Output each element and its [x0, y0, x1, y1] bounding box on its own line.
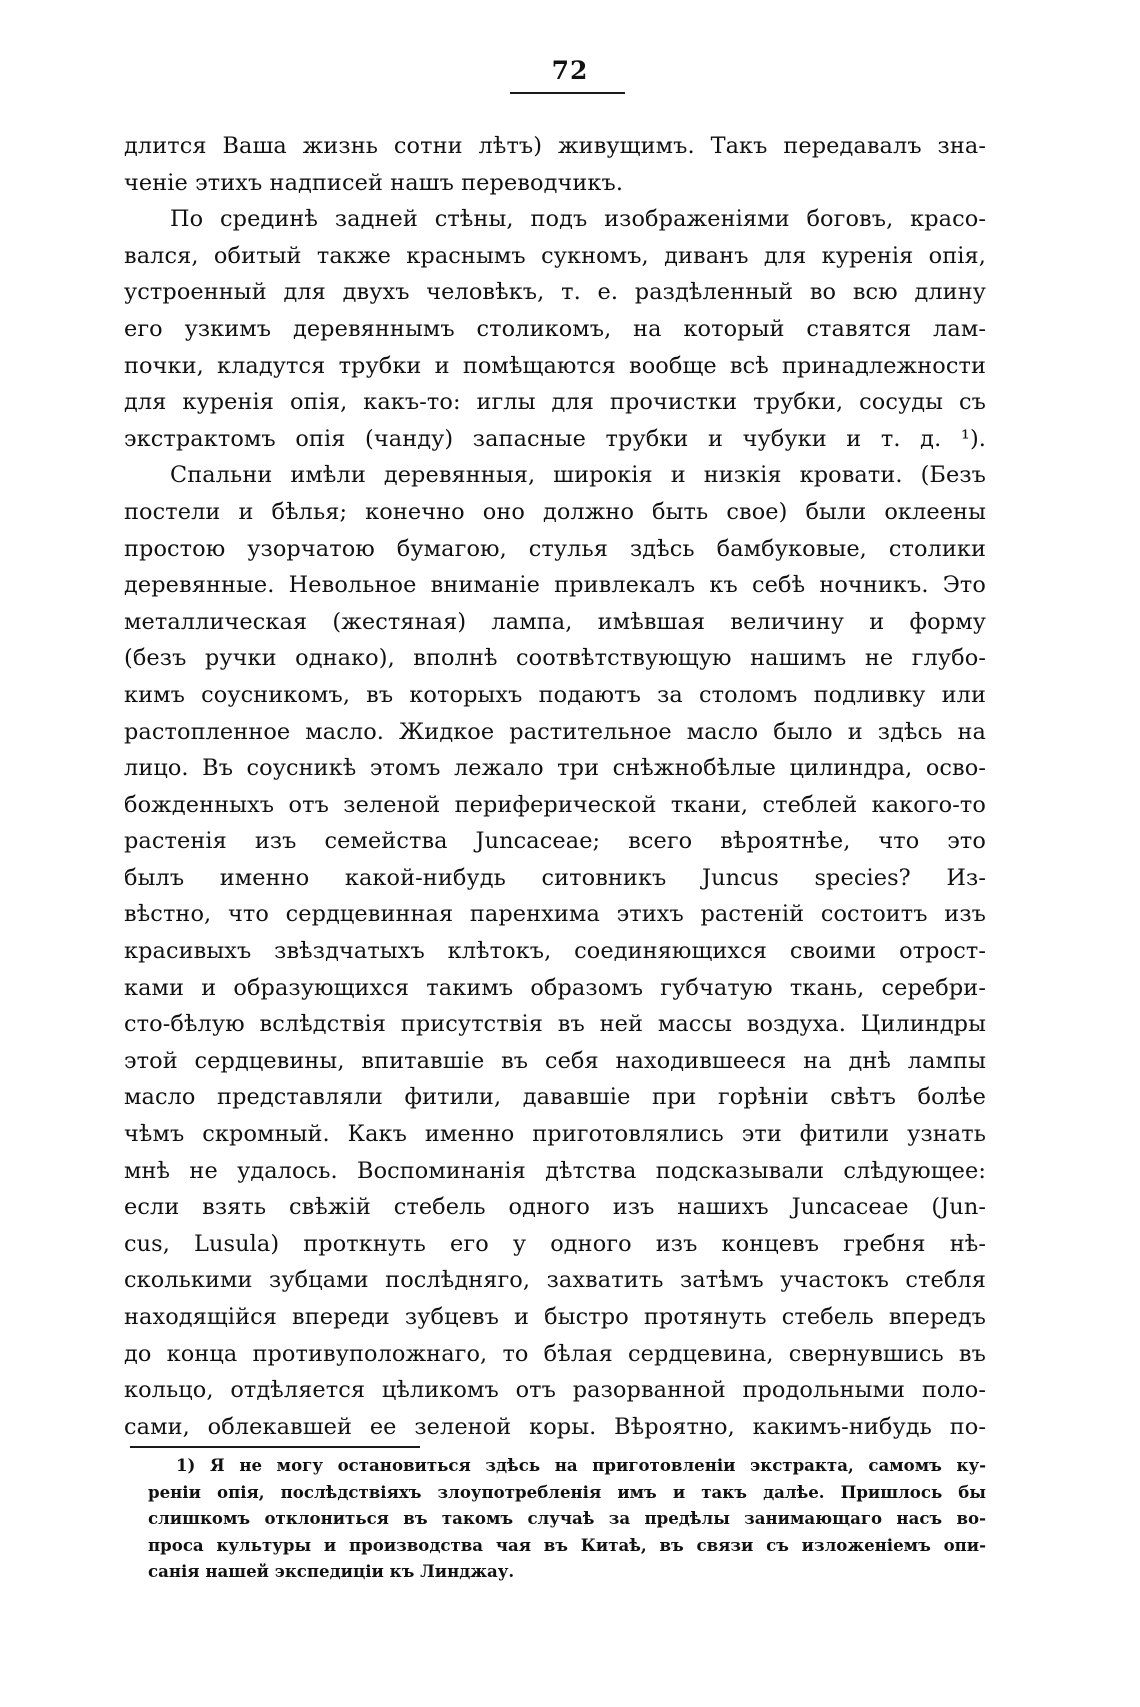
text-line-4: вался, обитый также краснымъ сукномъ, диванъ для куренія опія, [124, 242, 986, 269]
text-line-13: деревянные. Невольное вниманіе привлекалъ къ себѣ ночникъ. Это [124, 572, 986, 599]
text-line-22: вѣстно, что сердцевинная паренхима этихъ растеній состоитъ изъ [124, 901, 986, 928]
text-line-20: растенія изъ семейства Juncaceae; всего вѣроятнѣе, что это [124, 828, 986, 855]
text-line-34: до конца противуположнаго, то бѣлая сердцевина, свернувшись въ [124, 1340, 986, 1367]
text-line-33: находящійся впереди зубцевъ и быстро протянуть стебель впередъ [124, 1304, 986, 1330]
text-line-31: cus, Lusula) проткнуть его у одного изъ концевъ гребня нѣ- [124, 1230, 986, 1257]
body-text [124, 128, 986, 1445]
text-line-17: растопленное масло. Жидкое растительное масло было и здѣсь на [124, 718, 986, 745]
text-line-36: сами, облекавшей ее зеленой коры. Вѣроятно, какимъ-нибудь по- [124, 1413, 986, 1440]
text-line-23: красивыхъ звѣздчатыхъ клѣтокъ, соединяющихся своими отрост- [124, 938, 986, 965]
text-line-1: длится Ваша жизнь сотни лѣтъ) живущимъ. Такъ передавалъ зна- [124, 133, 986, 159]
text-line-24: ками и образующихся такимъ образомъ губчатую ткань, серебри- [124, 974, 986, 1001]
text-line-9: экстрактомъ опія (чанду) запасные трубки и чубуки и т. д. ¹). [124, 425, 986, 452]
text-line-19: божденныхъ отъ зеленой периферической ткани, стеблей какого-то [124, 791, 986, 818]
text-line-3: По срединѣ задней стѣны, подъ изображеніями боговъ, красо- [170, 206, 986, 233]
text-line-32: сколькими зубцами послѣдняго, захватить затѣмъ участокъ стебля [124, 1267, 986, 1294]
footnote-line-1: 1) Я не могу остановиться здѣсь на приготовленіи экстракта, самомъ ку- [176, 1455, 986, 1475]
text-line-7: почки, кладутся трубки и помѣщаются вообще всѣ принадлежности [124, 352, 986, 379]
text-line-26: этой сердцевины, впитавшіе въ себя находившееся на днѣ лампы [124, 1047, 986, 1074]
text-line-12: простою узорчатою бумагою, стулья здѣсь бамбуковые, столики [124, 535, 986, 562]
text-line-6: его узкимъ деревяннымъ столикомъ, на который ставятся лам- [124, 315, 986, 342]
text-line-15: (безъ ручки однако), вполнѣ соотвѣтствующую нашимъ не глубо- [124, 645, 986, 672]
text-line-16: кимъ соусникомъ, въ которыхъ подаютъ за столомъ подливку или [124, 681, 986, 708]
text-line-5: устроенный для двухъ человѣкъ, т. е. раздѣленный во всю длину [124, 279, 986, 306]
text-line-30: если взять свѣжій стебель одного изъ нашихъ Juncaceae (Jun- [124, 1194, 986, 1221]
footnote-line-5: санія нашей экспедиціи къ Линджау. [148, 1561, 515, 1581]
page-number: 72 [551, 56, 589, 85]
footnote-line-4: проса культуры и производства чая въ Китаѣ, въ связи съ изложеніемъ опи- [148, 1534, 986, 1555]
text-line-2: ченіе этихъ надписей нашъ переводчикъ. [124, 169, 624, 196]
text-line-18: лицо. Въ соусникѣ этомъ лежало три снѣжнобѣлые цилиндра, осво- [124, 755, 986, 782]
footnote-line-3: слишкомъ отклониться въ такомъ случаѣ за предѣлы занимающаго насъ во- [148, 1508, 986, 1528]
text-line-27: масло представляли фитили, дававшіе при горѣніи свѣтъ болѣе [124, 1084, 986, 1111]
footnote [148, 1452, 986, 1585]
page-number-rule [510, 92, 625, 94]
text-line-10: Спальни имѣли деревянныя, широкія и низкія кровати. (Безъ [170, 462, 986, 489]
footnote-rule [130, 1446, 420, 1448]
text-line-25: сто-бѣлую вслѣдствія присутствія въ ней массы воздуха. Цилиндры [124, 1011, 986, 1038]
text-line-35: кольцо, отдѣляется цѣликомъ отъ разорванной продольными поло- [124, 1377, 986, 1404]
text-line-21: былъ именно какой-нибудь ситовникъ Juncus species? Из- [124, 864, 986, 891]
text-line-28: чѣмъ скромный. Какъ именно приготовлялись эти фитили узнать [124, 1121, 986, 1148]
text-line-29: мнѣ не удалось. Воспоминанія дѣтства подсказывали слѣдующее: [124, 1157, 986, 1184]
text-line-14: металлическая (жестяная) лампа, имѣвшая величину и форму [124, 608, 986, 635]
text-line-11: постели и бѣлья; конечно оно должно быть свое) были оклеены [124, 498, 986, 525]
footnote-line-2: реніи опія, послѣдствіяхъ злоупотребленія имъ и такъ далѣе. Пришлось бы [148, 1481, 986, 1502]
text-line-8: для куренія опія, какъ-то: иглы для прочистки трубки, сосуды съ [124, 389, 986, 416]
